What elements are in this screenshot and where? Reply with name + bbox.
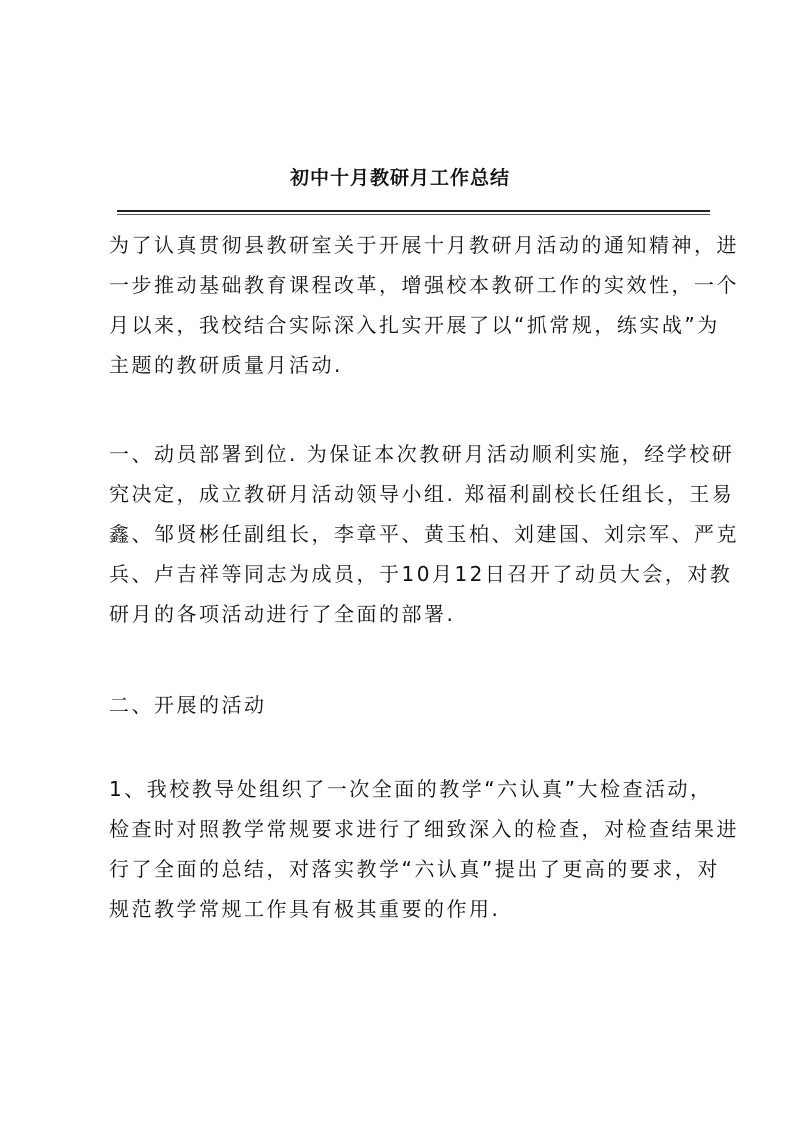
paragraph-line: 为了认真贯彻县教研室关于开展十月教研月活动的通知精神，进 <box>109 233 739 257</box>
section-heading-activities <box>109 685 709 725</box>
paragraph-line: 一、动员部署到位. 为保证本次教研月活动顺利实施，经学校研 <box>109 442 735 466</box>
paragraph-line: 行了全面的总结，对落实教学“六认真”提出了更高的要求，对 <box>109 857 720 881</box>
paragraph-line: 二、开展的活动 <box>109 693 267 717</box>
paragraph-mobilization <box>109 434 739 634</box>
paragraph-line: 1、我校教导处组织了一次全面的教学“六认真”大检查活动， <box>109 777 713 801</box>
paragraph-line: 究决定，成立教研月活动领导小组. 郑福利副校长任组长，王易 <box>109 482 735 506</box>
paragraph-line: 一步推动基础教育课程改革，增强校本教研工作的实效性，一个 <box>109 273 739 297</box>
document-title: 初中十月教研月工作总结 <box>289 167 510 189</box>
paragraph-line: 研月的各项活动进行了全面的部署. <box>109 602 456 626</box>
paragraph-intro <box>109 225 739 385</box>
paragraph-line: 鑫、邹贤彬任副组长，李章平、黄玉柏、刘建国、刘宗军、严克 <box>109 522 739 546</box>
paragraph-line: 规范教学常规工作具有极其重要的作用. <box>109 897 501 921</box>
paragraph-line: 检查时对照教学常规要求进行了细致深入的检查，对检查结果进 <box>109 817 739 841</box>
title-divider-thin <box>117 214 710 215</box>
paragraph-inspection <box>109 769 739 929</box>
paragraph-line: 兵、卢吉祥等同志为成员，于10月12日召开了动员大会，对教 <box>109 562 733 586</box>
title-divider-thick <box>117 210 710 212</box>
paragraph-line: 主题的教研质量月活动. <box>109 353 343 377</box>
paragraph-line: 月以来，我校结合实际深入扎实开展了以“抓常规，练实战”为 <box>109 313 720 337</box>
